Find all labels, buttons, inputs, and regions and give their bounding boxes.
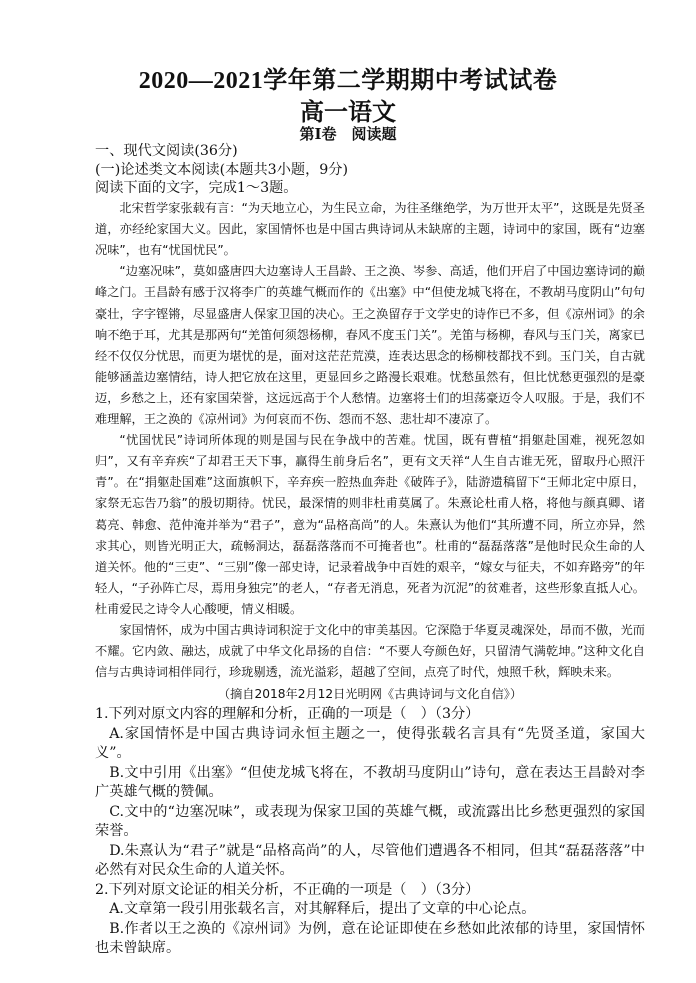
passage-paragraph: “忧国忧民”诗词所体现的则是国与民在争战中的苦难。忧国，既有曹植“捐躯赴国难，视死忽如归”，又有辛弃疾“了却君王天下事，赢得生前身后名”，更有文天祥“人生自古谁无死，留取丹心照汗青”。在“捐躯赴国难”这面旗帜下，辛弃疾一腔热血奔赴《破阵子》，陆游遗稿留下“王师北定中原日，家祭无忘告乃翁”的殷切期待。忧民，最深情的则非杜甫莫属了。朱熹论杜甫人格，将他与颜真卿、诸葛亮、韩愈、范仲淹并举为“君子”，意为“品格高尚”的人。朱熹认为他们“其所遭不同，所立亦异，然求其心，则皆光明正大，疏畅洞达，磊磊落落而不可掩者也”。杜甫的“磊磊落落”是他时民众生命的人道关怀。他的“三吏”、“三别”像一部史诗，记录着战争中百姓的艰辛，“嫁女与征夫，不如弃路旁”的年轻人，“子孙阵亡尽，焉用身独完”的老人，“存者无消息，死者为沉泥”的贫难者，这些形象直抵人心。杜甫爱民之诗令人心酸哽，情义相暖。: [95, 433, 645, 616]
option-d: D.朱熹认为“君子”就是“品格高尚”的人，尽管他们遭遇各不相同，但其“磊磊落落”中必然有对民众生命的人道关怀。: [95, 842, 645, 879]
question-stem: 2.下列对原文论证的相关分析，不正确的一项是（ ）（3分）: [95, 881, 480, 898]
exam-title: 2020—2021学年第二学期期中考试试卷: [138, 68, 558, 94]
volume-heading: 第Ⅰ卷 阅读题: [299, 125, 397, 143]
subsection-heading: (一)论述类文本阅读(本题共3小题，9分): [95, 161, 349, 178]
option-c: C.文中的“边塞况味”，或表现为保家卫国的英雄气概，或流露出比乡愁更强烈的家国荣誉。: [95, 803, 645, 840]
passage-source: （摘自2018年2月12日光明网《古典诗词与文化自信》）: [217, 687, 523, 702]
passage-paragraph: “边塞况味”，莫如盛唐四大边塞诗人王昌龄、王之涣、岑参、高适，他们开启了中国边塞诗词的巅峰之门。王昌龄有感于汉将李广的英雄气概而作的《出塞》中“但使龙城飞将在，不教胡马度阴山”句句豪壮，字字铿锵，尽显盛唐人保家卫国的决心。王之涣留存于文学史的诗作已不多，但《凉州词》的余响不绝于耳，尤其是那两句“羌笛何须怨杨柳，春风不度玉门关”。羌笛与杨柳，春风与玉门关，离家已经不仅仅分忧思，而更为堪忧的是，面对这茫茫荒漠，连表达思念的杨柳枝都找不到。玉门关，自古就能够涵盖边塞情结，诗人把它放在这里，更显回乡之路漫长艰难。忧愁虽然有，但比忧愁更强烈的是豪迈，乡愁之上，还有家国荣誉，这远远高于个人愁情。边塞将士们的坦荡豪迈令人叹服。于是，我们不难理解，王之涣的《凉州词》为何哀而不伤、怨而不怒、悲壮却不凄凉了。: [95, 264, 645, 427]
option-b: B.作者以王之涣的《凉州词》为例，意在论证即使在乡愁如此浓郁的诗里，家国情怀也未曾缺席。: [95, 920, 645, 957]
option-a: A.文章第一段引用张载名言，对其解释后，提出了文章的中心论点。: [109, 901, 536, 918]
reading-instruction: 阅读下面的文字，完成1～3题。: [95, 180, 298, 197]
subject-title: 高一语文: [300, 97, 396, 126]
option-a: A.家国情怀是中国古典诗词永恒主题之一，使得张载名言具有“先贤圣道，家国大义”。: [95, 725, 645, 762]
passage-paragraph: 家国情怀，成为中国古典诗词积淀于文化中的审美基因。它深隐于华夏灵魂深处，昂而不傲，光而不耀。它内敛、融达，成就了中华文化昂扬的自信：“不要人夸颜色好，只留清气满乾坤。”这种文化自信与古典诗词相伴同行，珍珑剔透，流光溢彩，超越了空间，点亮了时代，烛照千秋，辉映未来。: [95, 622, 645, 680]
exam-body: [95, 142, 645, 959]
question-stem: 1.下列对原文内容的理解和分析，正确的一项是（ ）（3分）: [95, 706, 480, 723]
option-b: B.文中引用《出塞》“但使龙城飞将在，不教胡马度阴山”诗句，意在表达王昌龄对李广英雄气概的赞佩。: [95, 764, 645, 801]
section-heading: 一、现代文阅读(36分): [95, 143, 238, 159]
passage-paragraph: 北宋哲学家张载有言：“为天地立心，为生民立命，为往圣继绝学，为万世开太平”，这既是先贤圣道，亦经纶家国大义。因此，家国情怀也是中国古典诗词从未缺席的主题，诗词中的家国，既有“边塞况味”，也有“忧国忧民”。: [95, 201, 645, 258]
